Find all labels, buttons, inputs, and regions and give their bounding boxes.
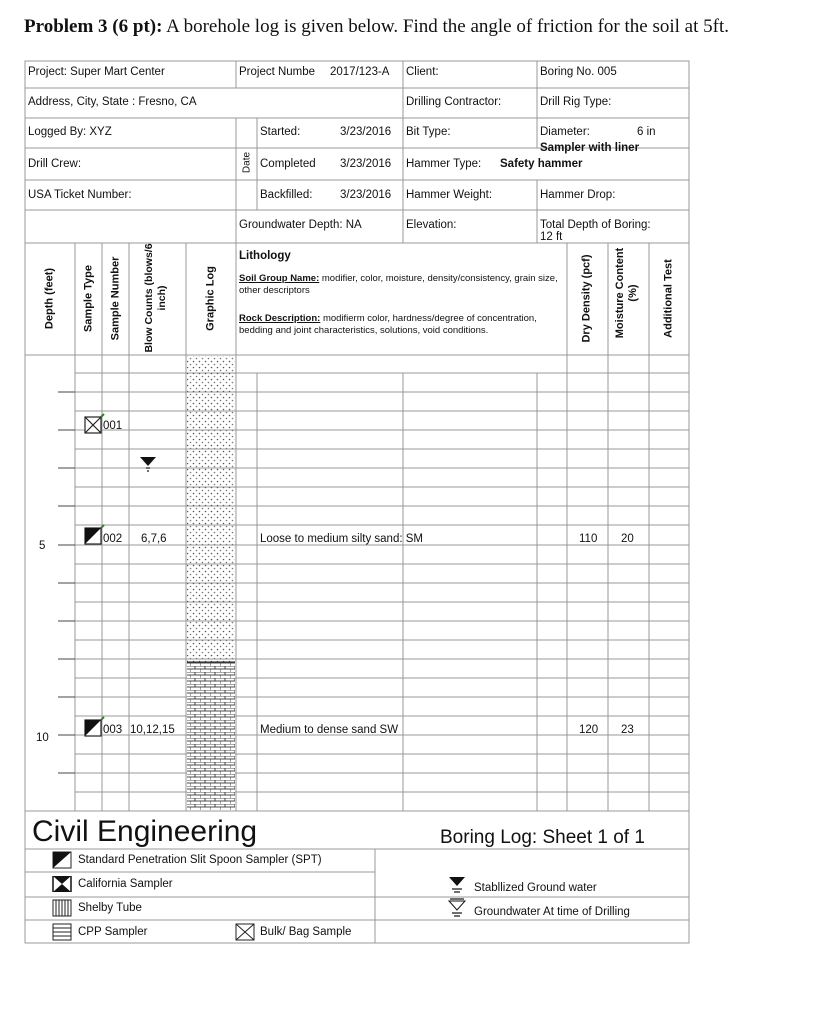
backfilled-date: 3/23/2016 — [340, 189, 392, 201]
col-additional-test: Additional Test — [662, 259, 675, 338]
legend-drilling: Groundwater At time of Drilling — [474, 906, 630, 918]
rock-description: Rock Description: — [239, 313, 321, 324]
project-number: 2017/123-A — [330, 66, 390, 78]
soil-description: Loose to medium silty sand: SM — [260, 533, 423, 545]
col-graphic-log: Graphic Log — [204, 266, 217, 331]
soil-description: Medium to dense sand SW — [260, 724, 399, 736]
drill-crew: Drill Crew: — [28, 158, 82, 170]
sample-icon-spt — [85, 717, 104, 736]
col-sample-number: Sample Number — [109, 256, 122, 341]
diameter-value: 6 in — [637, 126, 656, 138]
dry-density: 110 — [579, 533, 598, 545]
project: Project: Super Mart Center — [28, 66, 165, 78]
drill-rig-type: Drill Rig Type: — [540, 96, 612, 108]
brand-title: Civil Engineering — [32, 815, 258, 848]
total-depth-label: Total Depth of Boring: — [540, 219, 651, 231]
col-lithology: Lithology — [239, 250, 291, 262]
spt-legend-icon — [53, 852, 71, 868]
drilling-legend-icon — [449, 899, 465, 916]
date-label: Date — [241, 151, 253, 174]
moisture-content: 20 — [621, 533, 634, 545]
bulk-legend-icon — [236, 924, 254, 940]
boring-no: Boring No. 005 — [540, 66, 617, 78]
backfilled-label: Backfilled: — [260, 189, 313, 201]
california-legend-icon — [53, 876, 71, 892]
soil-group-desc: modifier, color, moisture, density/consistency, grain size, other descriptors — [239, 273, 558, 296]
soil-group-block — [239, 273, 559, 297]
address: Address, City, State : Fresno, CA — [28, 96, 197, 108]
groundwater-stabilized-icon — [140, 457, 156, 471]
sampler: Sampler with liner — [540, 142, 640, 154]
soil-group-name: Soil Group Name: — [239, 273, 320, 284]
legend-stabilized: Stabllized Ground water — [474, 882, 597, 894]
cpp-legend-icon — [53, 924, 71, 940]
blow-counts: 10,12,15 — [130, 724, 175, 736]
legend-bulk: Bulk/ Bag Sample — [260, 926, 352, 938]
col-dry-density: Dry Density (pcf) — [580, 254, 593, 343]
legend-california: California Sampler — [78, 878, 173, 890]
dry-density: 120 — [579, 724, 599, 736]
client: Client: — [406, 66, 439, 78]
col-sample-type: Sample Type — [82, 264, 95, 333]
rock-desc: modifierm color, hardness/degree of concentration, bedding and joint characteristics, solutions, void conditions. — [239, 313, 537, 336]
moisture-content: 23 — [621, 724, 634, 736]
groundwater-depth: Groundwater Depth: NA — [239, 219, 362, 231]
rock-description-block — [239, 313, 561, 337]
col-depth: Depth (feet) — [43, 267, 56, 330]
drilling-contractor: Drilling Contractor: — [406, 96, 502, 108]
legend-shelby: Shelby Tube — [78, 902, 142, 914]
col-blow-counts: Blow Counts (blows/6 inch) — [143, 243, 168, 353]
elevation: Elevation: — [406, 219, 457, 231]
completed-label: Completed — [260, 158, 316, 170]
diameter-label: Diameter: — [540, 126, 590, 138]
graphic-log-sand — [187, 356, 235, 662]
legend-spt: Standard Penetration Slit Spoon Sampler (SPT) — [78, 854, 322, 866]
logged-by: Logged By: XYZ — [28, 126, 112, 138]
sample-icon-spt — [85, 525, 104, 544]
bit-type: Bit Type: — [406, 126, 451, 138]
completed-date: 3/23/2016 — [340, 158, 392, 170]
started-date: 3/23/2016 — [340, 126, 392, 138]
usa-ticket: USA Ticket Number: — [28, 189, 132, 201]
project-number-label: Project Numbe — [239, 66, 316, 78]
sheet-label: Boring Log: Sheet 1 of 1 — [440, 827, 645, 848]
sample-number: 002 — [103, 533, 123, 545]
total-depth-value: 12 ft — [540, 231, 563, 243]
hammer-type-label: Hammer Type: — [406, 158, 482, 170]
stabilized-legend-icon — [449, 877, 465, 892]
sample-number: 003 — [103, 724, 123, 736]
depth-label: 10 — [36, 732, 49, 744]
problem-label: Problem 3 (6 pt): — [24, 16, 163, 37]
sample-icon-bulk — [85, 414, 104, 433]
depth-label: 5 — [39, 540, 46, 552]
graphic-log-gravel — [187, 662, 235, 810]
started-label: Started: — [260, 126, 301, 138]
hammer-weight: Hammer Weight: — [406, 189, 493, 201]
hammer-type-value: Safety hammer — [500, 158, 583, 170]
blow-counts: 6,7,6 — [141, 533, 167, 545]
sample-number: 001 — [103, 420, 123, 432]
legend-cpp: CPP Sampler — [78, 926, 148, 938]
hammer-drop: Hammer Drop: — [540, 189, 616, 201]
shelby-legend-icon — [53, 900, 71, 916]
problem-text: A borehole log is given below. Find the angle of friction for the soil at 5ft. — [166, 16, 729, 37]
col-moisture-content: Moisture Content (%) — [614, 247, 639, 339]
